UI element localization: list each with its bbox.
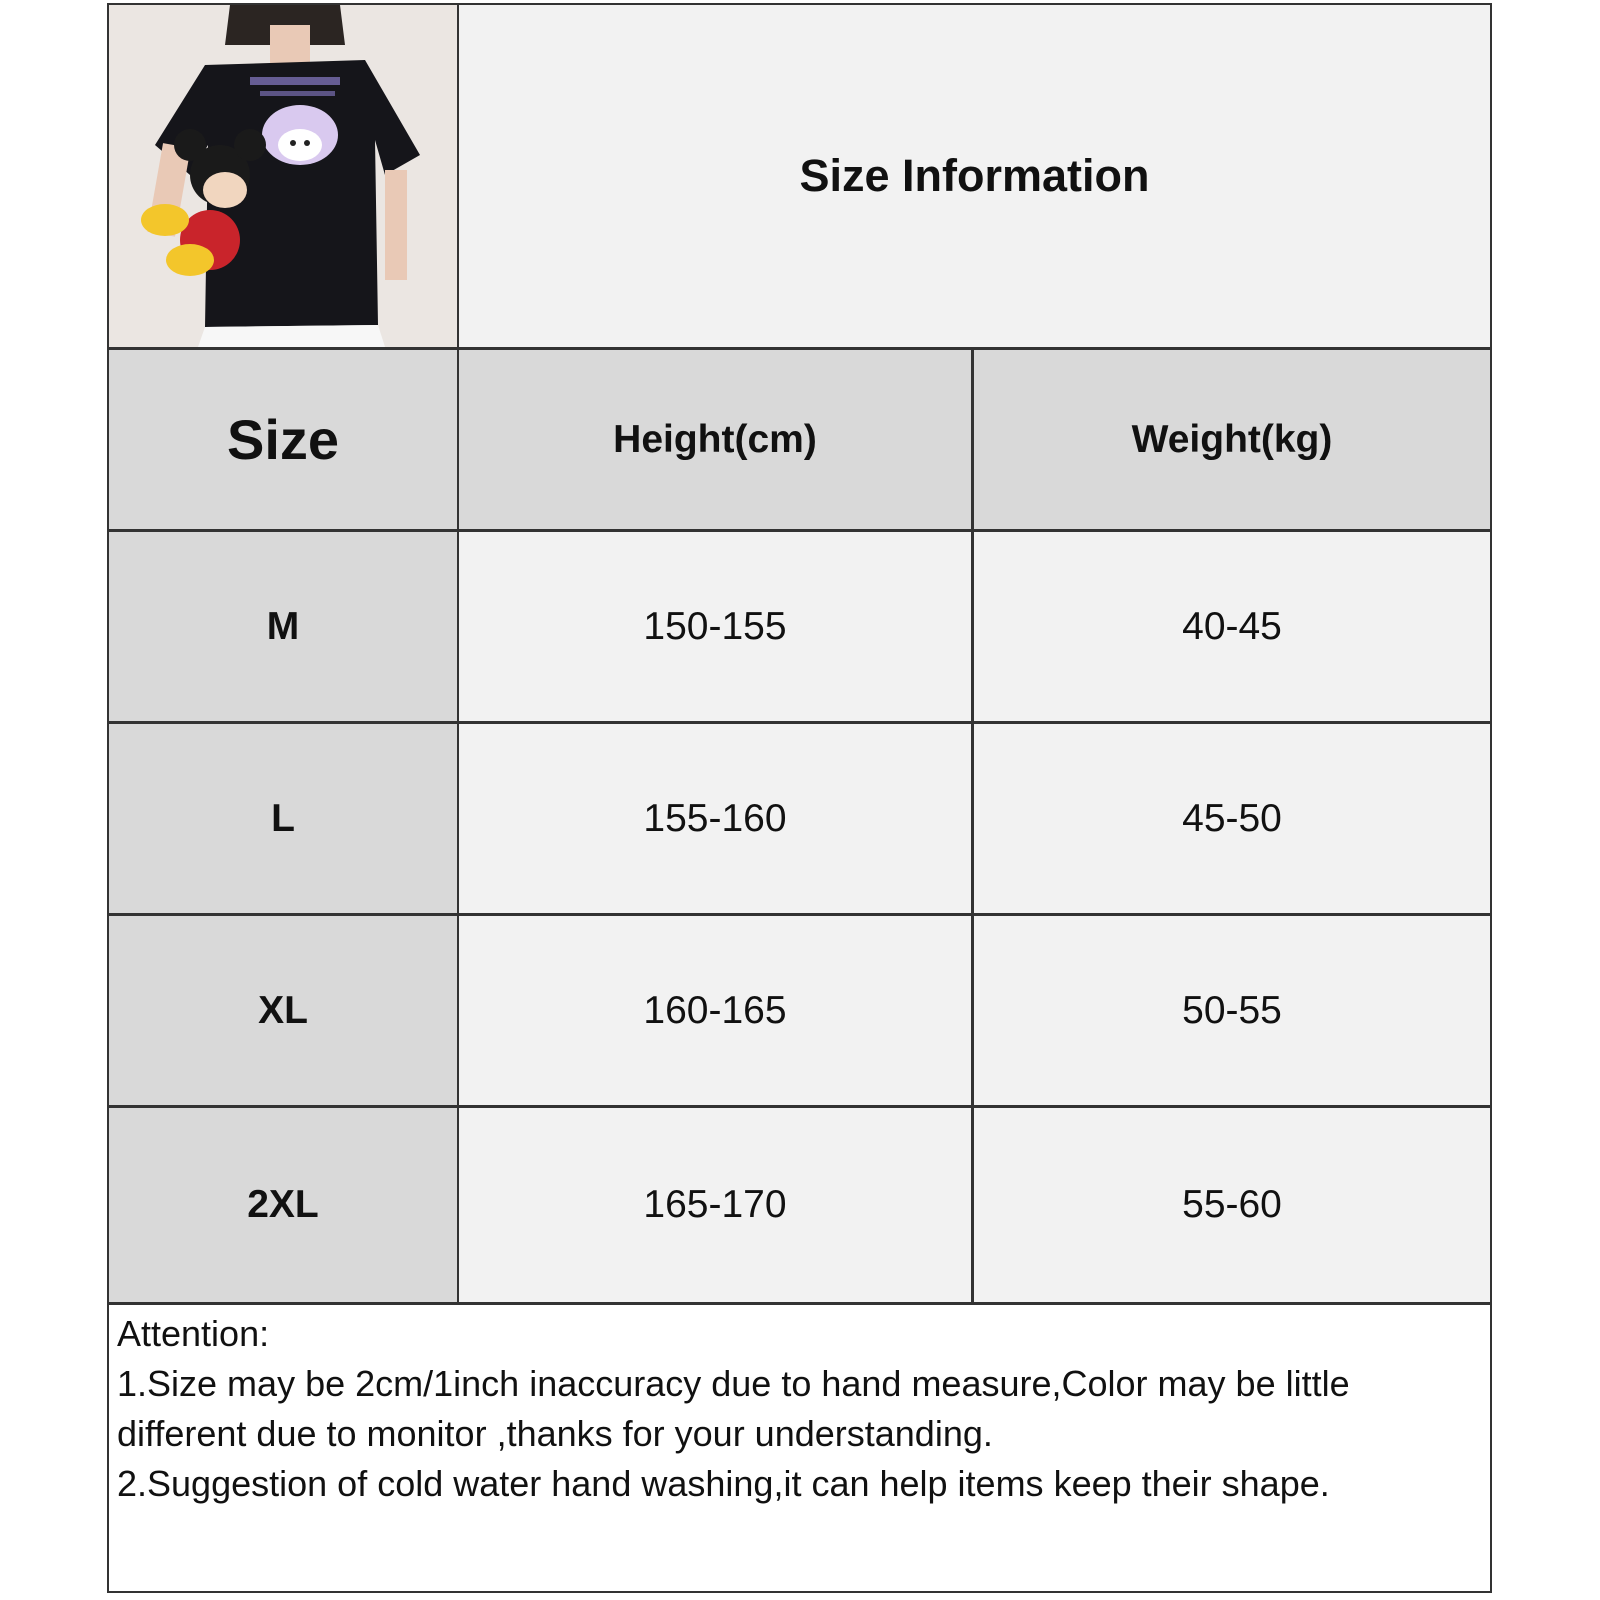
weight-value: 45-50 xyxy=(1182,796,1282,840)
size-chart xyxy=(107,3,1492,1593)
header-size xyxy=(109,350,459,532)
tshirt-model-illustration xyxy=(110,5,456,347)
header-weight xyxy=(974,350,1490,532)
table-cell-weight xyxy=(974,532,1490,724)
table-row-size xyxy=(109,724,459,916)
height-value: 165-170 xyxy=(643,1183,787,1226)
table-row-size xyxy=(109,916,459,1108)
table-cell-height xyxy=(459,916,974,1108)
attention-notes xyxy=(109,1305,1490,1591)
weight-value: 55-60 xyxy=(1182,1183,1282,1226)
size-label: XL xyxy=(258,988,308,1032)
page-title: Size Information xyxy=(799,150,1150,201)
notes-line-1: 1.Size may be 2cm/1inch inaccuracy due to hand measure,Color may be little different due to monitor ,thanks for your understanding. xyxy=(117,1363,1350,1454)
header-weight-label: Weight(kg) xyxy=(1131,417,1333,461)
weight-value: 40-45 xyxy=(1182,604,1282,648)
size-label: M xyxy=(266,604,300,648)
product-photo xyxy=(109,5,459,350)
table-cell-height xyxy=(459,1108,974,1305)
table-cell-height xyxy=(459,532,974,724)
notes-line-2: 2.Suggestion of cold water hand washing,it can help items keep their shape. xyxy=(117,1463,1330,1504)
weight-value: 50-55 xyxy=(1182,988,1282,1032)
height-value: 150-155 xyxy=(643,604,787,648)
header-height xyxy=(459,350,974,532)
table-row-size xyxy=(109,1108,459,1305)
size-label: L xyxy=(271,796,295,840)
size-label: 2XL xyxy=(247,1183,319,1226)
table-row-size xyxy=(109,532,459,724)
table-cell-weight xyxy=(974,916,1490,1108)
header-height-label: Height(cm) xyxy=(613,417,817,461)
table-cell-weight xyxy=(974,1108,1490,1305)
notes-heading: Attention: xyxy=(117,1313,270,1354)
height-value: 155-160 xyxy=(643,796,787,840)
height-value: 160-165 xyxy=(643,988,787,1032)
table-cell-height xyxy=(459,724,974,916)
header-size-label: Size xyxy=(226,408,340,471)
title-cell xyxy=(459,5,1490,350)
table-cell-weight xyxy=(974,724,1490,916)
